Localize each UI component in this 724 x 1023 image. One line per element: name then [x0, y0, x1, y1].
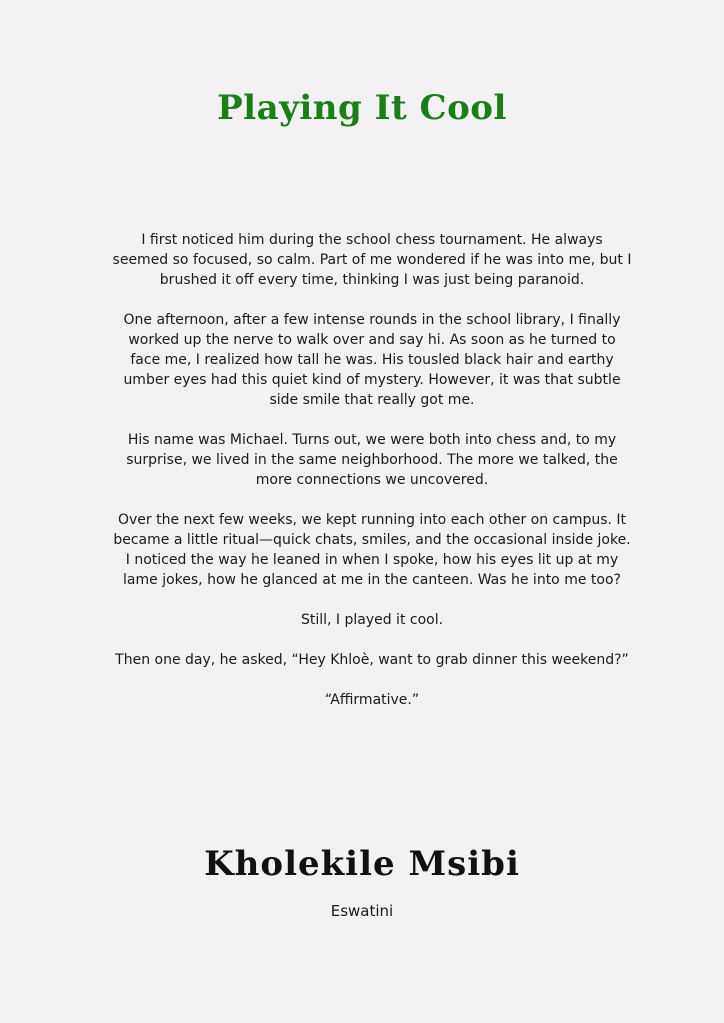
paragraph: One afternoon, after a few intense rounds in the school library, I finally worked up the nerve to walk over and say hi. As soon as he turned to face me, I realized how tall he was. His tousled black hair and earthy umber eyes had this quiet kind of mystery. However, it was that subtle side smile that really got me.: [123, 312, 621, 408]
story-body: [112, 230, 632, 730]
author-name: Kholekile Msibi: [204, 844, 520, 884]
paragraph: I first noticed him during the school chess tournament. He always seemed so focused, so calm. Part of me wondered if he was into me, but I brushed it off every time, thinking I was just being paranoid.: [112, 232, 632, 288]
paragraph: Over the next few weeks, we kept running into each other on campus. It became a little ritual—quick chats, smiles, and the occasional inside joke. I noticed the way he leaned in when I spoke, how his eyes lit up at my lame jokes, how he glanced at me in the canteen. Was he into me too?: [113, 512, 631, 588]
author-country: Eswatini: [330, 902, 394, 920]
paragraph: His name was Michael. Turns out, we were both into chess and, to my surprise, we lived in the same neighborhood. The more we talked, the more connections we uncovered.: [126, 432, 618, 488]
paragraph: Then one day, he asked, “Hey Khloè, want to grab dinner this weekend?”: [115, 652, 629, 668]
paragraph: Still, I played it cool.: [300, 612, 444, 628]
paragraph: “Affirmative.”: [324, 692, 420, 708]
story-title: Playing It Cool: [217, 88, 507, 128]
